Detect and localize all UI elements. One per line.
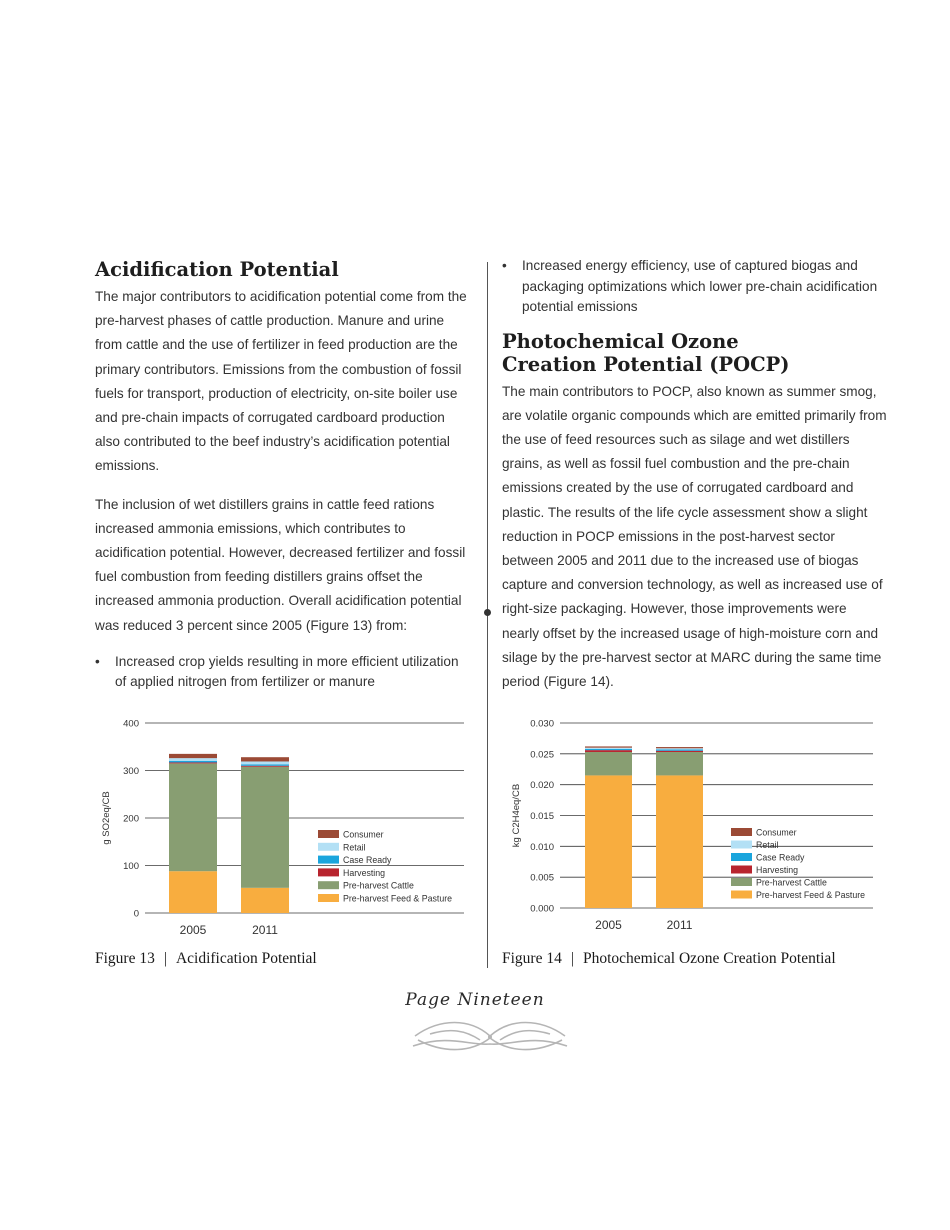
figure-14-caption	[502, 950, 836, 968]
bar-segment	[169, 763, 217, 871]
caption-number: Figure 14	[502, 950, 562, 967]
legend-label: Case Ready	[756, 852, 805, 863]
bar-segment	[585, 750, 632, 752]
caption-title: Photochemical Ozone Creation Potential	[582, 950, 836, 967]
bar-segment	[241, 764, 289, 765]
y-axis-label: kg C2H4eq/CB	[511, 783, 522, 848]
ornament-flourish-icon	[410, 1016, 570, 1056]
y-tick-label: 100	[123, 861, 139, 872]
divider-dot-icon	[484, 609, 491, 616]
bar-segment	[169, 754, 217, 758]
bullet-icon: •	[502, 258, 507, 273]
caption-separator: |	[570, 950, 574, 967]
y-tick-label: 200	[123, 813, 139, 825]
bullet-text: Increased energy efficiency, use of captured biogas and packaging optimizations which lower pre-chain acidification potential emissions	[522, 258, 878, 314]
legend-swatch	[318, 881, 339, 889]
y-tick-label: 0.010	[530, 841, 554, 853]
legend-label: Retail	[343, 842, 366, 853]
bar-segment	[169, 871, 217, 913]
bar-segment	[169, 762, 217, 763]
right-column	[502, 256, 887, 694]
bar-segment	[656, 752, 703, 775]
acidification-paragraph-2: The inclusion of wet distillers grains in cattle feed rations increased ammonia emissions, which contributes to acidification potential. However, decreased fertilizer and fossil fuel combustion from feeding distillers grains offset the increased ammonia production. Overall acidification potential was reduced 3 percent since 2005 (Figure 13) from:	[95, 496, 466, 633]
list-item	[502, 256, 887, 318]
legend-swatch	[731, 853, 752, 861]
legend-label: Pre-harvest Feed & Pasture	[756, 890, 866, 900]
caption-number: Figure 13	[95, 950, 155, 967]
legend-swatch	[318, 868, 339, 876]
legend-label: Harvesting	[343, 867, 386, 878]
legend-swatch	[318, 856, 339, 864]
y-tick-label: 400	[123, 718, 139, 730]
legend-label: Harvesting	[756, 865, 799, 875]
caption-title: Acidification Potential	[175, 950, 317, 967]
bar-segment	[656, 775, 703, 908]
y-tick-label: 0.015	[530, 811, 554, 822]
legend-label: Retail	[756, 840, 779, 850]
list-item	[95, 652, 473, 693]
legend-swatch	[731, 891, 752, 899]
bar-segment	[656, 751, 703, 752]
y-tick-label: 0.000	[530, 903, 554, 915]
y-tick-label: 0.020	[530, 780, 554, 792]
y-tick-label: 0	[133, 908, 139, 920]
legend-swatch	[731, 866, 752, 874]
legend-swatch	[731, 878, 752, 886]
acidification-chart	[95, 705, 475, 945]
bar-segment	[169, 761, 217, 762]
legend-label: Case Ready	[343, 855, 392, 866]
bar-segment	[656, 747, 703, 748]
x-category-label: 2011	[252, 923, 278, 937]
legend-swatch	[318, 894, 339, 902]
y-axis-label: g SO2eq/CB	[101, 791, 112, 845]
y-tick-label: 0.025	[530, 749, 554, 761]
legend-swatch	[318, 843, 339, 851]
acidification-heading: Acidification Potential	[95, 258, 339, 281]
bar-segment	[585, 746, 632, 747]
y-tick-label: 0.005	[530, 872, 554, 884]
pocp-paragraph: The main contributors to POCP, also known as summer smog, are volatile organic compounds which are emitted primarily from the use of feed resources such as silage and wet distillers grains, as well as fossil fuel combustion and the pre-chain emissions created by the use of corrugated cardboard and plastic. The results of the life cycle assessment show a slight reduction in POCP emissions in the post-harvest sector between 2005 and 2011 due to the increased use of biogas capture and conversion technology, as well as increased use of right-size packaging. However, those improvements were nearly offset by the increased usage of high-moisture corn and silage by the pre-harvest sector at MARC during the same time period (Figure 14).	[502, 383, 887, 689]
pocp-chart	[502, 705, 887, 945]
pocp-heading-line2: Creation Potential (POCP)	[502, 352, 790, 376]
bullet-text: Increased crop yields resulting in more efficient utilization of applied nitrogen from fertilizer or manure	[115, 653, 459, 690]
legend-swatch	[731, 841, 752, 849]
bar-segment	[169, 758, 217, 761]
pocp-heading	[502, 330, 887, 376]
legend-label: Consumer	[343, 829, 384, 840]
bullet-icon: •	[95, 653, 100, 669]
legend-swatch	[318, 830, 339, 838]
bar-segment	[585, 775, 632, 908]
legend-label: Pre-harvest Cattle	[343, 880, 414, 891]
bar-segment	[241, 766, 289, 767]
bar-segment	[241, 767, 289, 888]
legend-label: Consumer	[756, 827, 797, 838]
bar-segment	[585, 749, 632, 750]
figure-13-caption	[95, 950, 317, 968]
legend-label: Pre-harvest Cattle	[756, 877, 827, 888]
x-category-label: 2011	[666, 918, 693, 932]
bar-segment	[656, 750, 703, 751]
y-tick-label: 300	[123, 766, 139, 777]
caption-separator: |	[163, 950, 167, 967]
bar-segment	[241, 757, 289, 761]
acidification-paragraph-1: The major contributors to acidification potential come from the pre-harvest phases of cattle production. Manure and urine from cattle and the use of fertilizer in feed production are the primary contributors. Emissions from the combustion of fossil fuels for transport, production of electricity, on-site boiler use and pre-chain impacts of corrugated cardboard production also contributed to the beef industry’s acidification potential emissions.	[95, 289, 467, 474]
page-title: Page Nineteen	[405, 990, 545, 1010]
y-tick-label: 0.030	[530, 718, 554, 730]
bar-segment	[585, 752, 632, 775]
legend-label: Pre-harvest Feed & Pasture	[343, 893, 453, 904]
bar-segment	[656, 748, 703, 749]
legend-swatch	[731, 828, 752, 836]
bar-segment	[585, 748, 632, 749]
left-column	[95, 258, 473, 693]
pocp-heading-line1: Photochemical Ozone	[502, 329, 739, 353]
bar-segment	[241, 761, 289, 764]
x-category-label: 2005	[179, 923, 207, 937]
x-category-label: 2005	[595, 918, 622, 932]
bar-segment	[241, 888, 289, 913]
